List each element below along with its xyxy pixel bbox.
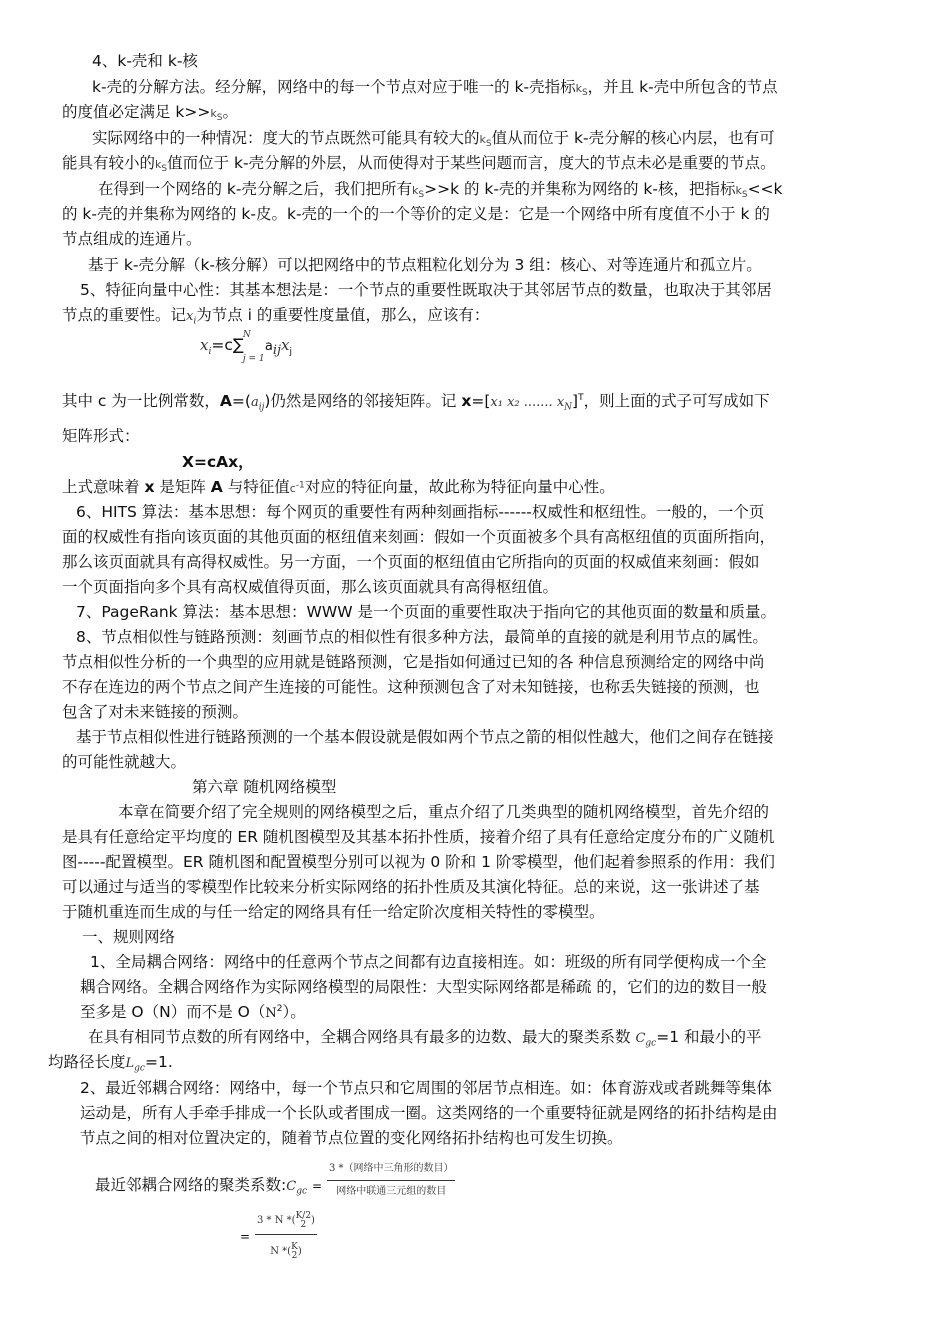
paragraph-line: 2、最近邻耦合网络：网络中，每一个节点只和它周围的邻居节点相连。如：体育游戏或者跳舞等集体 <box>80 1079 772 1097</box>
section-heading-regular-networks: 一、规则网络 <box>82 928 176 946</box>
paragraph-line: 基于节点相似性进行链路预测的一个基本假设就是假如两个节点之箭的相似性越大，他们之间存在链接 <box>76 728 774 746</box>
paragraph-line: 面的权威性有指向该页面的其他页面的枢纽值来刻画：假如一个页面被多个具有高枢纽值的页面所指向， <box>62 528 776 546</box>
paragraph-line: 能具有较小的$k_S$值而位于 k-壳分解的外层，从而使得对于某些问题而言，度大的节点未必是重要的节点。 <box>62 154 776 175</box>
matrix-equation: X=cAx， <box>182 453 254 471</box>
paragraph-line: 1、全局耦合网络：网络中的任意两个节点之间都有边直接相连。如：班级的所有同学便构成一个全 <box>90 953 767 971</box>
paragraph-line: 是具有任意给定平均度的 ER 随机图模型及其基本拓扑性质，接着介绍了具有任意给定度分布的广义随机 <box>62 828 775 846</box>
paragraph-line: 实际网络中的一种情况：度大的节点既然可能具有较大的$k_S$值从而位于 k-壳分解的核心内层，也有可 <box>92 129 775 150</box>
paragraph-line: 节点组成的连通片。 <box>62 230 202 248</box>
paragraph-line: 的 k-壳的并集称为网络的 k-皮。k-壳的一个的一个等价的定义是：它是一个网络中所有度值不小于 k 的 <box>62 205 770 223</box>
paragraph-line: k-壳的分解方法。经分解，网络中的每一个节点对应于唯一的 k-壳指标$k_S$，并且 k-壳中所包含的节点 <box>92 78 778 99</box>
paragraph-line: 节点相似性分析的一个典型的应用就是链路预测，它是指如何通过已知的各 种信息预测给定的网络中尚 <box>62 653 765 671</box>
paragraph-line: 那么该页面就具有高得权威性。另一方面，一个页面的枢纽值由它所指向的页面的权威值来刻画：假如 <box>62 553 760 571</box>
section-heading-similarity: 8、节点相似性与链路预测：刻画节点的相似性有很多种方法，最简单的直接的就是利用节点的属性。 <box>76 628 768 646</box>
paragraph-line: 节点之间的相对位置决定的，随着节点位置的变化网络拓扑结构也可发生切换。 <box>80 1129 623 1147</box>
section-heading-pagerank: 7、PageRank 算法：基本思想：WWW 是一个页面的重要性取决于指向它的其他页面的数量和质量。 <box>76 603 776 621</box>
paragraph-line: 在得到一个网络的 k-壳分解之后，我们把所有$k_S>>k$ 的 k-壳的并集称为网络的 k-核，把指标$k_S<<k$ <box>98 180 783 201</box>
paragraph-line: 本章在简要介绍了完全规则的网络模型之后，重点介绍了几类典型的随机网络模型，首先介绍的 <box>118 803 770 821</box>
paragraph-line: 可以通过与适当的零模型作比较来分析实际网络的拓扑性质及其演化特征。总的来说，这一张讲述了基 <box>62 878 760 896</box>
section-heading-kshell: 4、k-壳和 k-核 <box>92 52 198 70</box>
clustering-formula-2: = 3 * N *( K/2 2 ) N *( K 2 ) <box>240 1210 315 1261</box>
paragraph-line: 图-----配置模型。ER 随机图和配置模型分别可以视为 0 阶和 1 阶零模型，他们起着参照系的作用：我们 <box>62 853 775 871</box>
paragraph-line: 耦合网络。全耦合网络作为实际网络模型的局限性：大型实际网络都是稀疏 的，它们的边的数目一般 <box>80 978 767 996</box>
paragraph-line: 基于 k-壳分解（k-核分解）可以把网络中的节点粗粒化划分为 3 组：核心、对等连通片和孤立片。 <box>88 256 762 274</box>
clustering-formula-1: 最近邻耦合网络的聚类系数$:C_{gc}$ = $\frac{\text{3 *（网络中三角形的数目）}}{\text{网络中联通三元组的数目}}$ <box>95 1158 455 1190</box>
paragraph-line: 包含了对未来链接的预测。 <box>62 703 249 721</box>
paragraph-line: 运动是，所有人手牵手排成一个长队或者围成一圈。这类网络的一个重要特征就是网络的拓扑结构是由 <box>80 1104 778 1122</box>
paragraph-line: 的可能性就越大。 <box>62 753 187 771</box>
paragraph-line: 至多是 O（N）而不是 $O(N^2)$。 <box>80 1003 306 1021</box>
paragraph-line: 其中 c 为一比例常数，$A=(a_{ij})$仍然是网络的邻接矩阵。记 x=[x₁ x₂ ....... $x_N]^T$，则上面的式子可写成如下 <box>62 392 770 413</box>
paragraph-line: 在具有相同节点数的所有网络中，全耦合网络具有最多的边数、最大的聚类系数 $C_{gc}=1$ 和最小的平 <box>88 1028 762 1049</box>
section-heading-eigenvector: 5、特征向量中心性：其基本想法是：一个节点的重要性既取决于其邻居节点的数量，也取决于其邻居 <box>80 281 772 299</box>
paragraph-line: 于随机重连而生成的与任一给定的网络具有任一给定阶次度相关特性的零模型。 <box>62 903 605 921</box>
eigenvector-formula: $x_i=c\sum$ N j = 1 $a_{ij}x_j$ <box>200 330 293 364</box>
paragraph-line: 的度值必定满足 $k>>k_S$。 <box>62 103 238 124</box>
paragraph-line: 不存在连边的两个节点之间产生连接的可能性。这种预测包含了对未知链接，也称丢失链接的预测，也 <box>62 678 760 696</box>
paragraph-line: 均路径长度$L_{gc}=1$. <box>48 1053 173 1074</box>
chapter-heading: 第六章 随机网络模型 <box>192 778 337 796</box>
section-heading-hits: 6、HITS 算法：基本思想：每个网页的重要性有两种刻画指标------权威性和枢纽性。一般的，一个页 <box>76 503 765 521</box>
paragraph-line: 上式意味着 x 是矩阵 A 与特征值$c^{-1}$对应的特征向量，故此称为特征向量中心性。 <box>62 478 615 496</box>
paragraph-line: 矩阵形式： <box>62 427 140 445</box>
paragraph-line: 节点的重要性。记$x_i$为节点 i 的重要性度量值，那么，应该有： <box>62 306 490 327</box>
paragraph-line: 一个页面指向多个具有高权威值得页面，那么该页面就具有高得枢纽值。 <box>62 578 559 596</box>
